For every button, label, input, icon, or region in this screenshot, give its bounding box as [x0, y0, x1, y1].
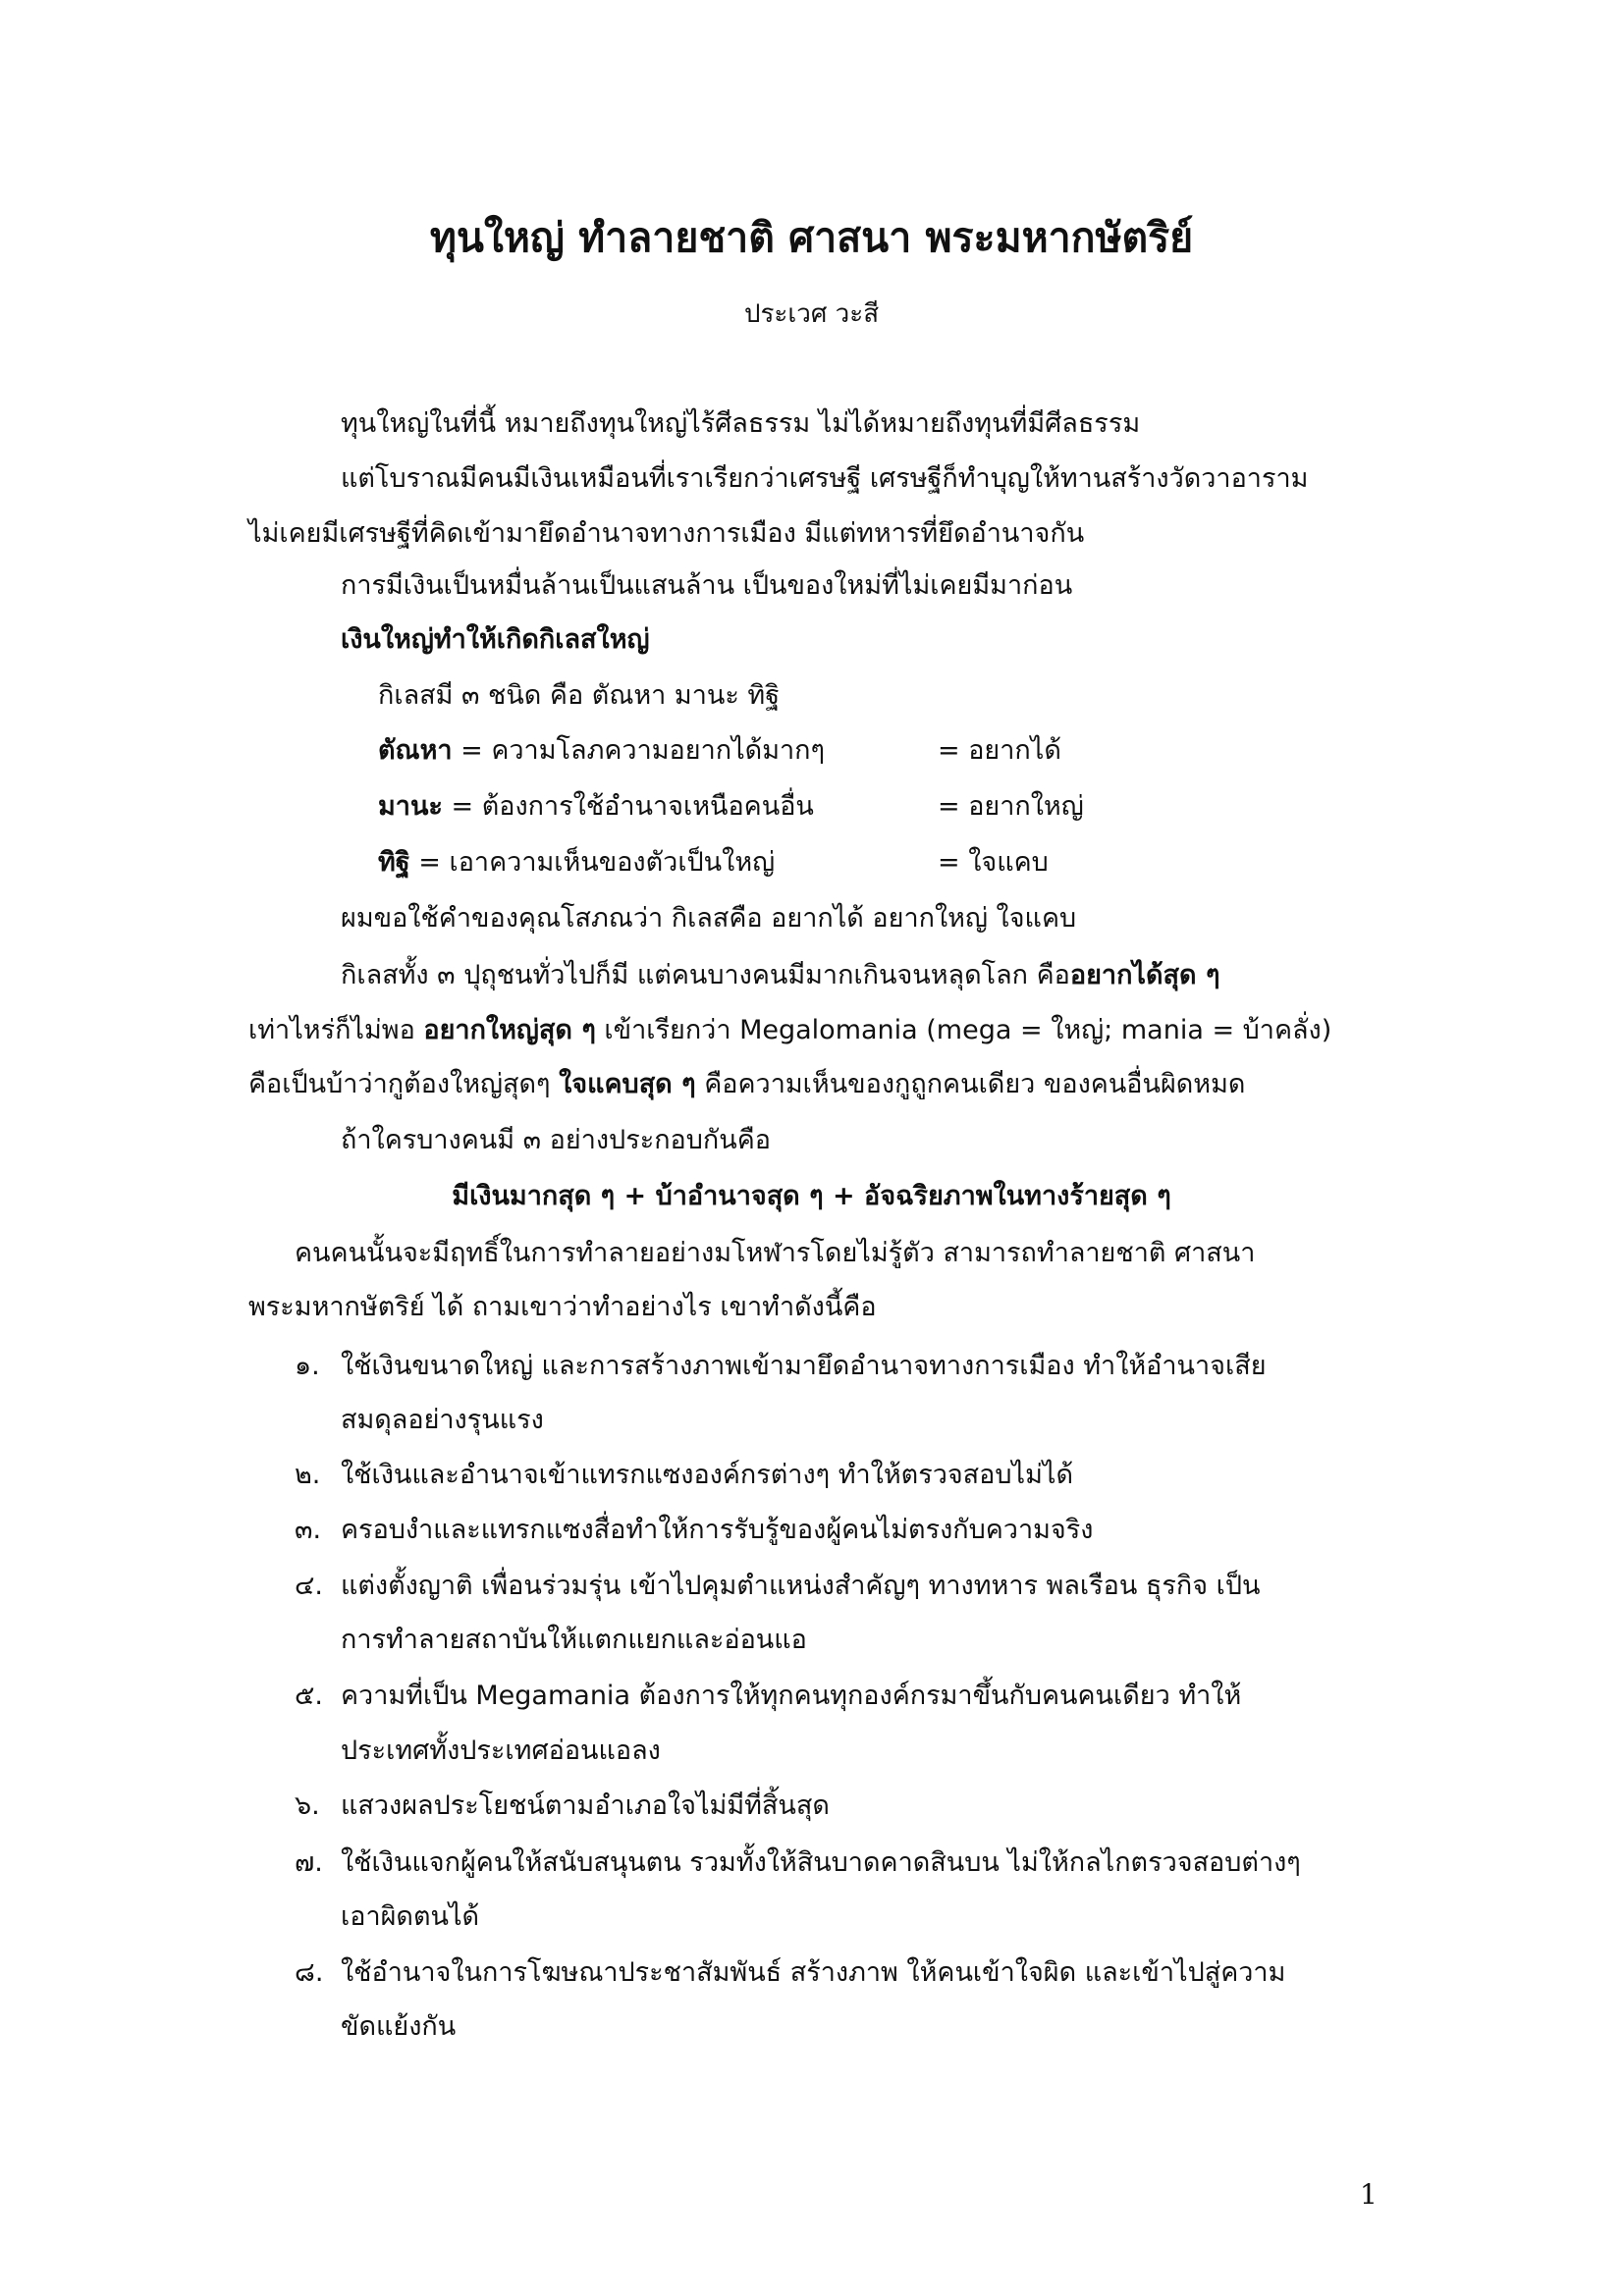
list-item-number: ๕.	[295, 1681, 324, 1711]
kilesa-row-mana	[378, 785, 814, 828]
list-item-text: ใช้อำนาจในการโฆษณาประชาสัมพันธ์ สร้างภาพ ให้คนเข้าใจผิด และเข้าไปสู่ความ	[341, 1957, 1286, 1988]
kilesa-row-tanha	[378, 729, 825, 773]
list-item-number: ๘.	[295, 1957, 324, 1988]
kilesa-intro: กิเลสมี ๓ ชนิด คือ ตัณหา มานะ ทิฐิ	[378, 680, 781, 711]
intro-paragraph-3: การมีเงินเป็นหมื่นล้านเป็นแสนล้าน เป็นของใหม่ที่ไม่เคยมีมาก่อน	[341, 570, 1073, 601]
kilesa-definition: = ความโลภความอยากได้มากๆ	[452, 735, 826, 766]
list-item-number: ๑.	[295, 1351, 320, 1381]
intro-paragraph-1: ทุนใหญ่ในที่นี้ หมายถึงทุนใหญ่ไร้ศีลธรรม ไม่ได้หมายถึงทุนที่มีศีลธรรม	[341, 408, 1141, 439]
list-item-text: เอาผิดตนได้	[341, 1901, 480, 1932]
body-paragraph-6	[248, 1009, 1331, 1052]
list-item-text: ครอบงำและแทรกแซงสื่อทำให้การรับรู้ของผู้คนไม่ตรงกับความจริง	[341, 1515, 1094, 1545]
text-run: เท่าไหร่ก็ไม่พอ	[248, 1015, 424, 1045]
kilesa-definition: = เอาความเห็นของตัวเป็นใหญ่	[409, 847, 776, 878]
body-paragraph-4: ผมขอใช้คำของคุณโสภณว่า กิเลสคือ อยากได้ อยากใหญ่ ใจแคบ	[341, 903, 1077, 934]
emphasis-text: อยากได้สุด ๆ	[1069, 960, 1220, 990]
page-number: 1	[1360, 2178, 1378, 2211]
list-item-text: แสวงผลประโยชน์ตามอำเภอใจไม่มีที่สิ้นสุด	[341, 1790, 830, 1821]
text-run: คือเป็นบ้าว่ากูต้องใหญ่สุดๆ	[248, 1069, 560, 1099]
author-name: ประเวศ วะสี	[743, 299, 880, 329]
list-item-number: ๓.	[295, 1515, 322, 1545]
text-run: คือความเห็นของกูถูกคนเดียว ของคนอื่นผิดหมด	[695, 1069, 1246, 1099]
list-item-number: ๒.	[295, 1460, 321, 1490]
intro-paragraph-2-line-2: ไม่เคยมีเศรษฐีที่คิดเข้ามายึดอำนาจทางการเมือง มีแต่ทหารที่ยึดอำนาจกัน	[248, 518, 1085, 549]
kilesa-meaning: = อยากใหญ่	[938, 791, 1084, 822]
kilesa-term: มานะ	[378, 791, 443, 822]
formula-line: มีเงินมากสุด ๆ + บ้าอำนาจสุด ๆ + อัจฉริยภาพในทางร้ายสุด ๆ	[452, 1181, 1171, 1211]
kilesa-definition: = ต้องการใช้อำนาจเหนือคนอื่น	[442, 791, 814, 822]
kilesa-meaning: = ใจแคบ	[938, 847, 1049, 878]
kilesa-term: ตัณหา	[378, 735, 453, 766]
kilesa-term: ทิฐิ	[378, 847, 410, 878]
list-item-text: ประเทศทั้งประเทศอ่อนแอลง	[341, 1735, 661, 1766]
emphasis-text: ใจแคบสุด ๆ	[559, 1069, 696, 1099]
list-item-text: ใช้เงินขนาดใหญ่ และการสร้างภาพเข้ามายึดอำนาจทางการเมือง ทำให้อำนาจเสีย	[341, 1351, 1267, 1381]
list-item-text: ขัดแย้งกัน	[341, 2011, 457, 2042]
list-item-text: การทำลายสถาบันให้แตกแยกและอ่อนแอ	[341, 1625, 807, 1655]
emphasis-text: อยากใหญ่สุด ๆ	[423, 1015, 596, 1045]
list-item-text: ใช้เงินและอำนาจเข้าแทรกแซงองค์กรต่างๆ ทำให้ตรวจสอบไม่ได้	[341, 1460, 1074, 1490]
kilesa-meaning: = อยากได้	[938, 735, 1061, 766]
list-item-text: แต่งตั้งญาติ เพื่อนร่วมรุ่น เข้าไปคุมตำแหน่งสำคัญๆ ทางทหาร พลเรือน ธุรกิจ เป็น	[341, 1571, 1261, 1601]
list-item-number: ๖.	[295, 1790, 320, 1821]
text-run: กิเลสทั้ง ๓ ปุถุชนทั่วไปก็มี แต่คนบางคนมีมากเกินจนหลุดโลก คือ	[341, 960, 1070, 990]
list-item-number: ๗.	[295, 1847, 323, 1878]
list-item-text: ความที่เป็น Megamania ต้องการให้ทุกคนทุกองค์กรมาขึ้นกับคนคนเดียว ทำให้	[341, 1681, 1242, 1711]
section-heading: เงินใหญ่ทำให้เกิดกิเลสใหญ่	[341, 624, 650, 655]
body-paragraph-5	[341, 954, 1219, 997]
intro-paragraph-2-line-1: แต่โบราณมีคนมีเงินเหมือนที่เราเรียกว่าเศรษฐี เศรษฐีก็ทำบุญให้ทานสร้างวัดวาอาราม	[341, 463, 1309, 494]
body-paragraph-8: ถ้าใครบางคนมี ๓ อย่างประกอบกันคือ	[341, 1125, 771, 1155]
list-item-number: ๔.	[295, 1571, 324, 1601]
body-paragraph-9-line-2: พระมหากษัตริย์ ได้ ถามเขาว่าทำอย่างไร เขาทำดังนี้คือ	[248, 1292, 877, 1322]
text-run: เข้าเรียกว่า Megalomania (mega = ใหญ่; mania = บ้าคลั่ง)	[595, 1015, 1332, 1045]
list-item-text: ใช้เงินแจกผู้คนให้สนับสนุนตน รวมทั้งให้สินบาดคาดสินบน ไม่ให้กลไกตรวจสอบต่างๆ	[341, 1847, 1301, 1878]
body-paragraph-9-line-1: คนคนนั้นจะมีฤทธิ์ในการทำลายอย่างมโหฬารโดยไม่รู้ตัว สามารถทำลายชาติ ศาสนา	[295, 1238, 1256, 1268]
kilesa-row-thitthi	[378, 841, 775, 884]
list-item-text: สมดุลอย่างรุนแรง	[341, 1405, 544, 1435]
body-paragraph-7	[248, 1063, 1245, 1106]
page-title: ทุนใหญ่ ทำลายชาติ ศาสนา พระมหากษัตริย์	[429, 214, 1194, 261]
